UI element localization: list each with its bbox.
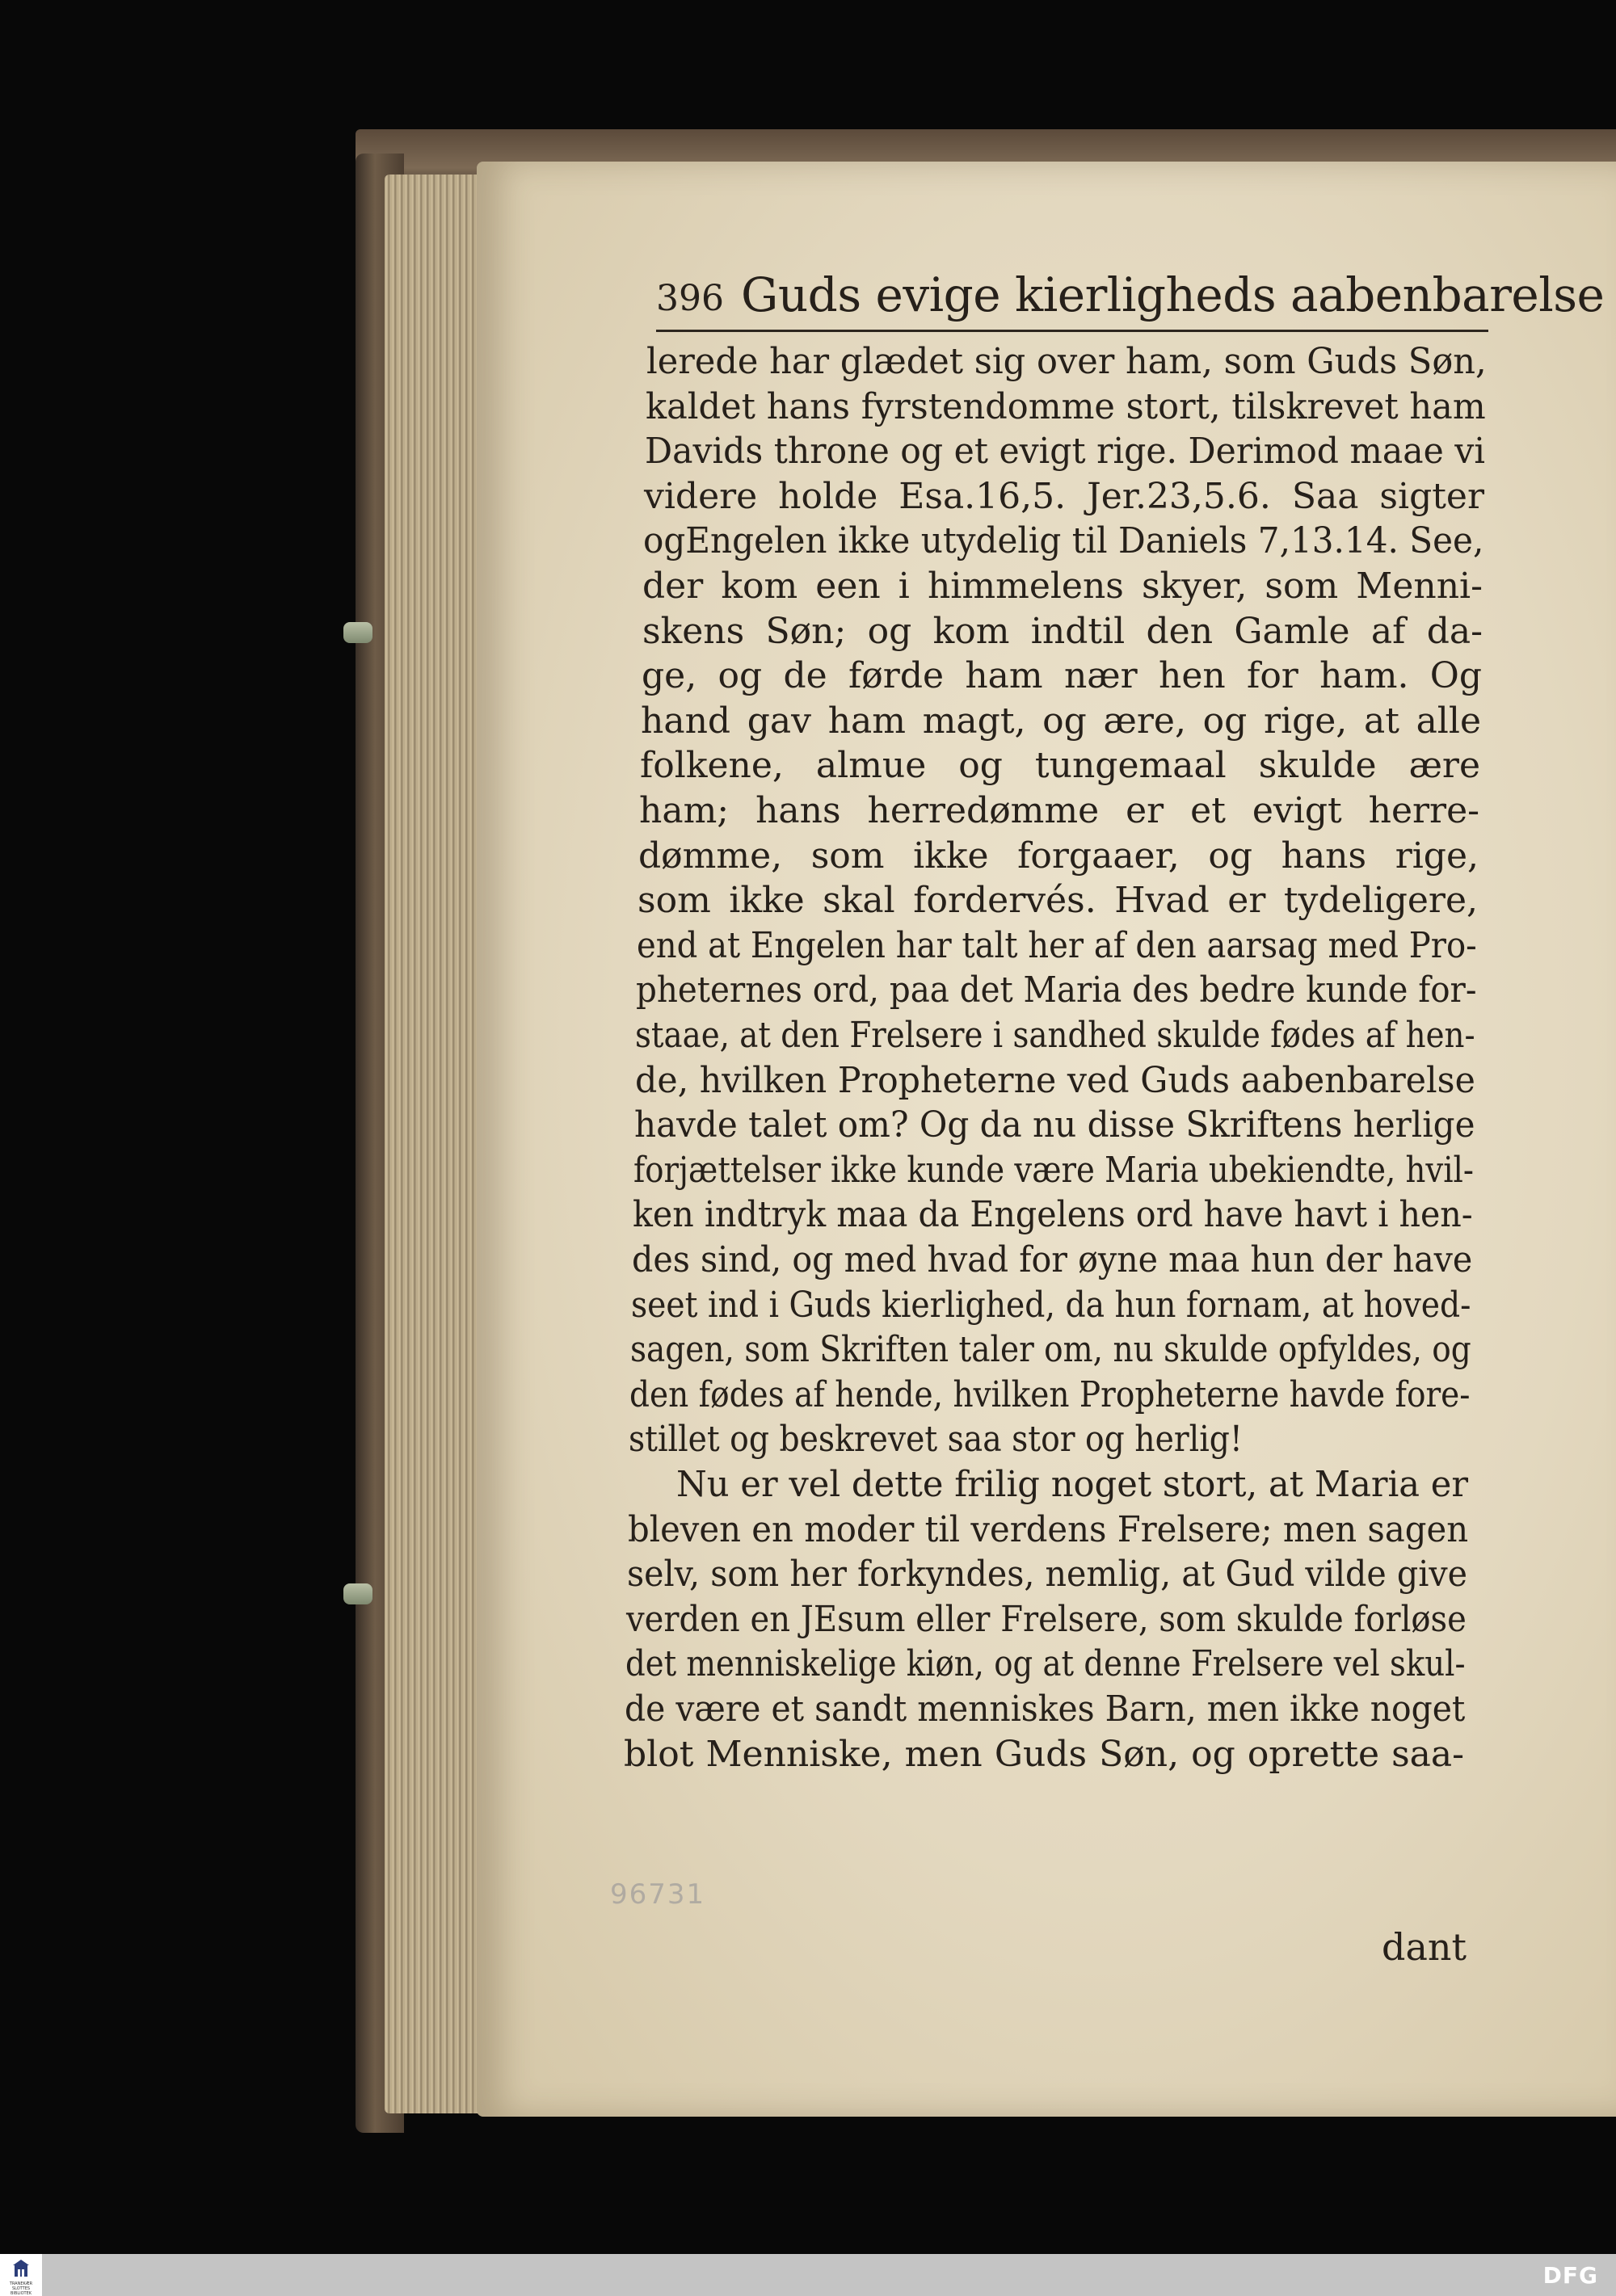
library-crest-icon (11, 2259, 31, 2280)
text-line: forjættelser ikke kunde være Maria ubekiendte, hvil- (633, 1150, 1474, 1191)
text-line: Nu er vel dette frilig noget stort, at Maria er (676, 1464, 1469, 1505)
text-line: selv, som her forkyndes, nemlig, at Gud vilde give (627, 1554, 1468, 1595)
catchword: dant (1382, 1925, 1467, 1969)
text-line: folkene, almue og tungemaal skulde ære (640, 745, 1480, 786)
text-line: kaldet hans fyrstendomme stort, tilskrevet ham (646, 386, 1486, 427)
page-header (656, 267, 1605, 331)
text-line: skens Søn; og kom indtil den Gamle af da- (642, 611, 1483, 652)
text-line: ken indtryk maa da Engelens ord have havt i hen- (633, 1194, 1473, 1235)
text-line: staae, at den Frelsere i sandhed skulde fødes af hen- (635, 1015, 1475, 1056)
text-line: det menniskelige kiøn, og at denne Frelsere vel skul- (625, 1643, 1466, 1684)
running-title: Guds evige kierligheds aabenbarelse (741, 267, 1605, 322)
text-line: videre holde Esa.16,5. Jer.23,5.6. Saa sigter (644, 476, 1484, 517)
text-line: end at Engelen har talt her af den aarsag med Pro- (637, 925, 1477, 966)
text-line: sagen, som Skriften taler om, nu skulde opfyldes, og (630, 1329, 1471, 1370)
text-line: ge, og de førde ham nær hen for ham. Og (642, 655, 1482, 696)
text-line: des sind, og med hvad for øyne maa hun der have (632, 1239, 1473, 1280)
text-line: stillet og beskrevet saa stor og herlig! (629, 1419, 1243, 1460)
text-line: ham; hans herredømme er et evigt herre- (639, 790, 1479, 831)
text-line: seet ind i Guds kierlighed, da hun fornam, at hoved- (631, 1285, 1471, 1326)
library-stamp: 96731 (610, 1878, 706, 1911)
dfg-brand[interactable]: DFG (1542, 2262, 1598, 2289)
text-line: Davids throne og et evigt rige. Derimod maae vi (645, 431, 1485, 472)
text-line: som ikke skal fordervés. Hvad er tydeligere, (638, 880, 1478, 921)
page-number: 396 (656, 278, 724, 319)
viewer-footer-bar (0, 2254, 1616, 2296)
text-line: verden en JEsum eller Frelsere, som skulde forløse (626, 1599, 1467, 1640)
text-line: hand gav ham magt, og ære, og rige, at alle (641, 700, 1481, 742)
text-line: bleven en moder til verdens Frelsere; men sagen (628, 1509, 1469, 1550)
text-line: blot Menniske, men Guds Søn, og oprette saa- (624, 1734, 1464, 1775)
text-line: lerede har glædet sig over ham, som Guds Søn, (646, 341, 1487, 382)
text-line: de, hvilken Propheterne ved Guds aabenbarelse (635, 1060, 1475, 1101)
text-line: dømme, som ikke forgaaer, og hans rige, (638, 835, 1479, 877)
library-logo[interactable] (0, 2254, 42, 2296)
text-line: der kom een i himmelens skyer, som Menni- (642, 566, 1483, 607)
logo-caption: TRANEKÆR SLOTTES BIBLIOTEK (9, 2281, 33, 2296)
text-line: havde talet om? Og da nu disse Skriftens herlige (634, 1104, 1475, 1146)
text-line: ogEngelen ikke utydelig til Daniels 7,13.14. See, (643, 520, 1484, 561)
text-line: pheternes ord, paa det Maria des bedre kunde for- (636, 969, 1477, 1011)
text-line: den fødes af hende, hvilken Propheterne havde fore- (629, 1374, 1471, 1415)
header-rule (656, 330, 1488, 332)
text-line: de være et sandt menniskes Barn, men ikke noget (625, 1688, 1466, 1730)
